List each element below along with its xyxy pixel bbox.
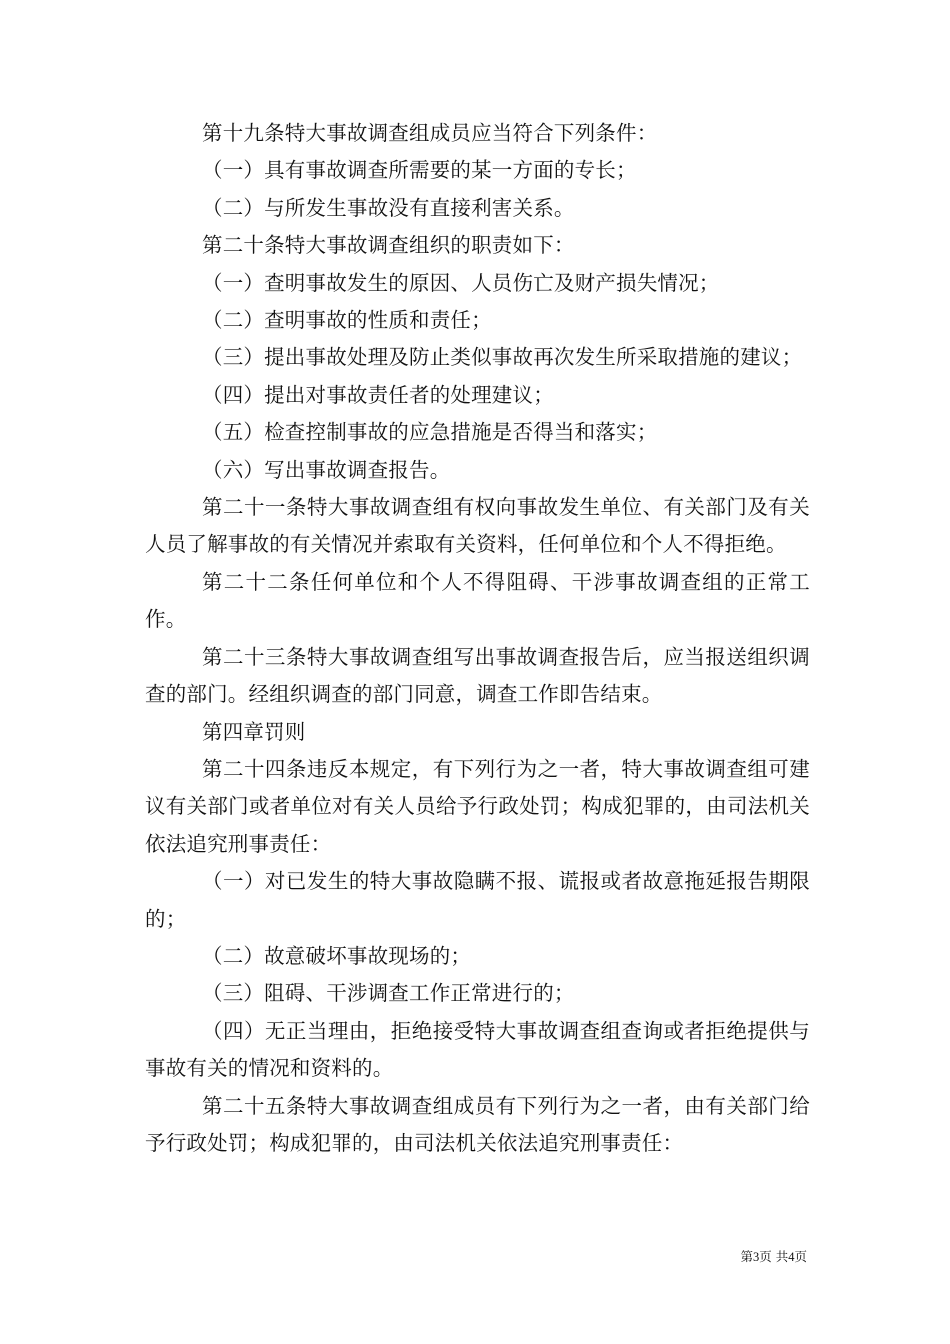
paragraph-article-19: 第十九条特大事故调查组成员应当符合下列条件：	[202, 121, 658, 145]
chapter-heading-4: 第四章罚则	[202, 719, 306, 744]
document-body	[145, 115, 810, 1162]
paragraph-article-20-item-3: （三）提出事故处理及防止类似事故再次发生所采取措施的建议；	[202, 345, 803, 370]
paragraph-article-20-item-6: （六）写出事故调查报告。	[202, 457, 451, 482]
page-number-footer	[740, 1247, 807, 1265]
paragraph-article-24: 第二十四条违反本规定，有下列行为之一者，特大事故调查组可建议有关部门或者单位对有关人员给予行政处罚；构成犯罪的，由司法机关依法追究刑事责任：	[145, 756, 810, 856]
paragraph-article-20-item-4: （四）提出对事故责任者的处理建议；	[202, 382, 554, 407]
paragraph-article-24-item-1: （一）对已发生的特大事故隐瞒不报、谎报或者故意拖延报告期限的；	[145, 869, 810, 931]
footer-suffix: 页	[794, 1249, 807, 1264]
paragraph-article-20-item-1: （一）查明事故发生的原因、人员伤亡及财产损失情况；	[202, 270, 720, 295]
paragraph-article-21: 第二十一条特大事故调查组有权向事故发生单位、有关部门及有关人员了解事故的有关情况并索取有关资料，任何单位和个人不得拒绝。	[145, 495, 810, 557]
paragraph-article-19-item-2: （二）与所发生事故没有直接利害关系。	[202, 195, 575, 220]
footer-total-pages: 4	[788, 1250, 795, 1264]
footer-prefix: 第	[740, 1249, 753, 1264]
paragraph-article-19-item-1: （一）具有事故调查所需要的某一方面的专长；	[202, 158, 637, 183]
paragraph-article-23: 第二十三条特大事故调查组写出事故调查报告后，应当报送组织调查的部门。经组织调查的部门同意，调查工作即告结束。	[145, 644, 810, 707]
paragraph-article-22: 第二十二条任何单位和个人不得阻碍、干涉事故调查组的正常工作。	[145, 569, 810, 632]
paragraph-article-25: 第二十五条特大事故调查组成员有下列行为之一者，由有关部门给予行政处罚；构成犯罪的，由司法机关依法追究刑事责任：	[145, 1093, 810, 1155]
paragraph-article-20: 第二十条特大事故调查组织的职责如下：	[202, 233, 575, 258]
paragraph-article-20-item-5: （五）检查控制事故的应急措施是否得当和落实；	[202, 420, 658, 445]
footer-middle: 页 共	[759, 1249, 789, 1264]
paragraph-article-24-item-4: （四）无正当理由，拒绝接受特大事故调查组查询或者拒绝提供与事故有关的情况和资料的。	[145, 1018, 810, 1081]
footer-current-page: 3	[753, 1250, 760, 1264]
paragraph-article-20-item-2: （二）查明事故的性质和责任；	[202, 308, 492, 333]
paragraph-article-24-item-2: （二）故意破坏事故现场的；	[202, 943, 472, 968]
paragraph-article-24-item-3: （三）阻碍、干涉调查工作正常进行的；	[202, 981, 575, 1006]
